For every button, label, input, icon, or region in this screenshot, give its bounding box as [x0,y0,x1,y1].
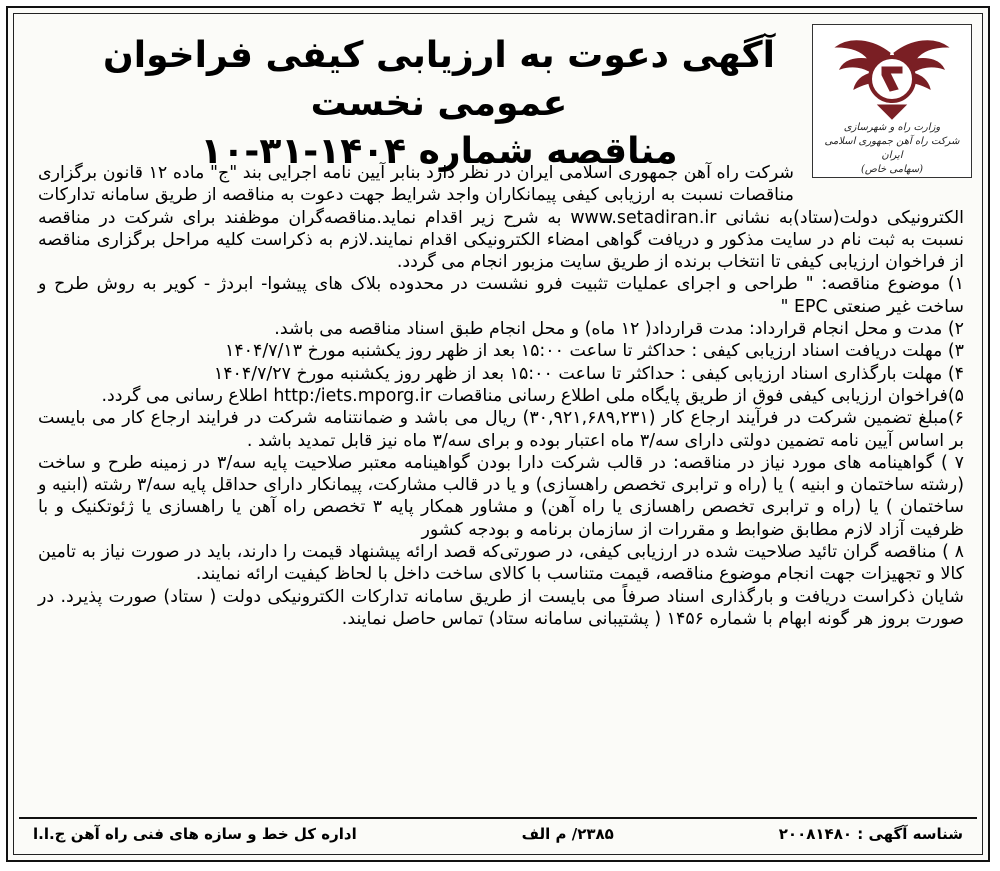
company-type: (سهامی خاص) [860,164,924,175]
railway-winged-logo-icon [832,33,952,121]
intro-paragraph: شرکت راه آهن جمهوری اسلامی ایران در نظر دارد بنابر آیین نامه اجرایی بند "ج" ماده ۱۲ قانون برگزاری مناقصات نسبت به ارزیابی کیفی پیمانکاران واجد شرایط جهت دعوت به مناقصه از طریق سامانه تدارکات الکترونیکی دولت(ستاد)به نشانی www.setadiran.ir به شرح زیر اقدام نماید.مناقصه‌گران موظفند برای شرکت در مناقصه نسبت به ثبت نام در سایت مذکور و دریافت گواهی امضاء الکترونیکی اقدام نمایند.لازم به ذکراست کلیه مراحل برگزاری مناقصه از فراخوان ارزیابی کیفی تا انتخاب برنده از طریق سایت مزبور انجام می گردد. [38,163,964,273]
item-upload-deadline: ۴) مهلت بارگذاری اسناد ارزیابی کیفی : حداکثر تا ساعت ۱۵:۰۰ بعد از ظهر روز یکشنبه مورخ ۱۴۰۴/۷/۲۷ [213,363,964,384]
ad-reference: ۲۳۸۵/ م الف [521,825,614,843]
company-name: شرکت راه آهن جمهوری اسلامی ایران [824,136,960,161]
footer-bar [19,817,977,849]
ad-body [38,162,964,630]
title-line-2: مناقصه شماره ۱۴۰۴-۳۱-۱۰ [200,131,678,172]
closing-paragraph: شایان ذکراست دریافت و بارگذاری اسناد صرفاً می بایست از طریق سامانه تدارکات الکترونیکی دولت ( ستاد) صورت پذیرد. در صورت بروز هر گونه ابهام با شماره ۱۴۵۶ ( پشتیبانی سامانه ستاد) تماس حاصل نمایند. [38,586,964,629]
department-name: اداره کل خط و سازه های فنی راه آهن ج.ا.ا [33,825,357,843]
item-certificates: ۷ ) گواهینامه های مورد نیاز در مناقصه: در قالب شرکت دارا بودن گواهینامه معتبر صلاحیت پایه سه/۳ در زمینه طرح و ساخت (رشته ساختمان و ابنیه ) یا (راه و ترابری تخصص راهسازی) و یا در قالب مشارکت، پیمانکار دارای حداقل پایه سه/۳ رشته (ابنیه و ساختمان ) یا (راه و ترابری تخصص راهسازی یا راه آهن) و مشاور همکار پایه ۳ تخصص راه آهن یا راهسازی یا ژئوتکنیک و با ظرفیت آزاد لازم مطابق ضوابط و مقررات از سازمان برنامه و بودجه کشور [38,452,964,540]
item-subject: ۱) موضوع مناقصه: " طراحی و اجرای عملیات تثبیت فرو نشست در محدوده بلاک های پیشوا- ابردژ - کویر به روش طرح و ساخت غیر صنعتی EPC " [38,274,964,317]
item-pricing: ۸ ) مناقصه گران تائید صلاحیت شده در ارزیابی کیفی، در صورتی‌که قصد ارائه پیشنهاد قیمت را دارند، باید در صورت نیاز به تامین کالا و تجهیزات جهت انجام موضوع مناقصه، قیمت متناسب با کالای ساخت داخل با لحاظ کیفیت ارائه نمایند. [38,542,964,585]
ministry-name: وزارت راه و شهرسازی [843,122,941,133]
item-receive-deadline: ۳) مهلت دریافت اسناد ارزیابی کیفی : حداکثر تا ساعت ۱۵:۰۰ بعد از ظهر روز یکشنبه مورخ ۱۴۰۴/۷/۱۳ [225,341,964,362]
ad-id: شناسه آگهی : ۲۰۰۸۱۴۸۰ [778,825,963,843]
logo-block [812,24,972,178]
advertisement-page [6,6,990,862]
title-line-1: آگهی دعوت به ارزیابی کیفی فراخوان عمومی نخست [103,35,775,124]
item-duration: ۲) مدت و محل انجام قرارداد: مدت قرارداد( ۱۲ ماه) و محل انجام طبق اسناد مناقصه می باشد. [274,319,964,340]
item-announcement: ۵)فراخوان ارزیابی کیفی فوق از طریق پایگاه ملی اطلاع رسانی مناقصات http:/iets.mporg.ir اطلاع رسانی می گردد. [101,385,964,406]
logo-float-spacer [794,162,964,196]
item-guarantee: ۶)مبلغ تضمین شرکت در فرآیند ارجاع کار (۳۰,۹۲۱,۶۸۹,۲۳۱) ریال می باشد و ضمانتنامه شرکت در فرایند ارجاع کار می بایست بر اساس آیین نامه تضمین دولتی دارای سه/۳ ماه اعتبار بوده و برای سه/۳ ماه نیز قابل تمدید باشد . [38,408,964,451]
page-title [54,32,824,176]
ad-frame [13,13,983,855]
